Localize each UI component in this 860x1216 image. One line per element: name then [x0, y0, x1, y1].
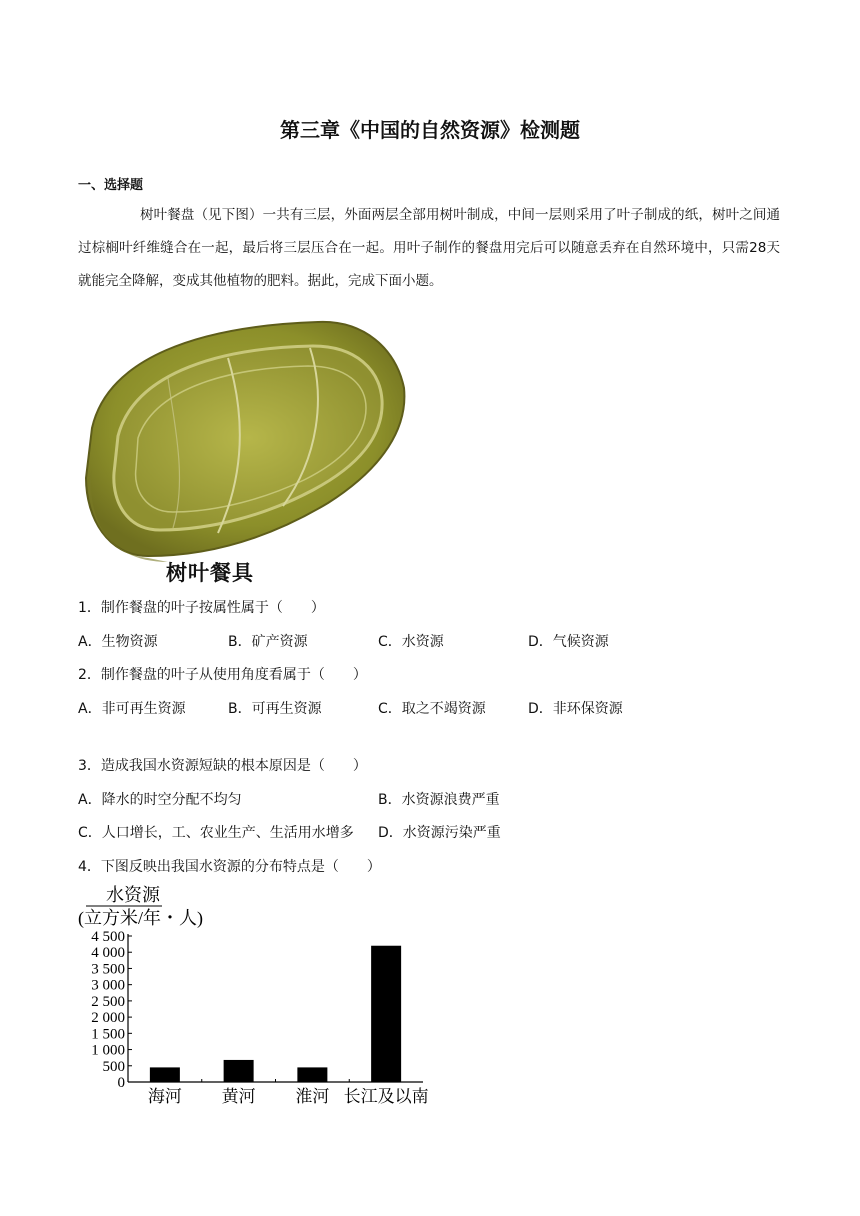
bar — [150, 1067, 180, 1082]
bar — [297, 1067, 327, 1082]
option-d: D．气候资源 — [528, 634, 609, 650]
section-heading: 一、选择题 — [78, 178, 144, 193]
option-c: C．取之不竭资源 — [378, 701, 486, 717]
y-tick-label: 0 — [117, 1075, 125, 1091]
option-b: B．水资源浪费严重 — [378, 792, 500, 808]
option-b: B．可再生资源 — [228, 701, 322, 717]
y-axis-label: (立方米/年・人) — [78, 908, 203, 928]
leaf-plate-image — [78, 318, 408, 588]
y-tick-label: 3 500 — [91, 961, 125, 978]
bar — [224, 1060, 254, 1082]
option-c: C．水资源 — [378, 634, 444, 650]
x-tick-label: 黄河 — [221, 1087, 256, 1106]
figure-caption: 树叶餐具 — [166, 561, 254, 585]
y-tick-label: 2 500 — [91, 993, 125, 1010]
option-a: A．降水的时空分配不均匀 — [78, 792, 242, 808]
option-b: B．矿产资源 — [228, 634, 308, 650]
option-a: A．生物资源 — [78, 634, 158, 650]
water-resource-bar-chart — [78, 880, 448, 1110]
option-a: A．非可再生资源 — [78, 701, 186, 717]
reading-passage: 树叶餐盘（见下图）一共有三层，外面两层全部用树叶制成，中间一层则采用了叶子制成的纸，树叶之间通过棕榈叶纤维缝合在一起，最后将三层压合在一起。用叶子制作的餐盘用完后可以随意丢弃在自然环境中，只需28天就能完全降解，变成其他植物的肥料。据此，完成下面小题。 — [78, 207, 780, 289]
bar — [371, 946, 401, 1082]
chart-title: 水资源 — [106, 885, 160, 905]
x-tick-label: 海河 — [147, 1087, 182, 1106]
document-title: 第三章《中国的自然资源》检测题 — [280, 118, 580, 142]
y-tick-label: 500 — [102, 1058, 125, 1075]
y-tick-label: 1 000 — [91, 1042, 125, 1059]
x-tick-label: 淮河 — [295, 1087, 330, 1106]
question-stem: 1．制作餐盘的叶子按属性属于（ ） — [78, 600, 325, 616]
option-c: C．人口增长，工、农业生产、生活用水增多 — [78, 825, 354, 841]
y-tick-label: 4 000 — [91, 945, 125, 962]
question-stem: 2．制作餐盘的叶子从使用角度看属于（ ） — [78, 667, 367, 683]
y-tick-label: 1 500 — [91, 1026, 125, 1043]
option-d: D．水资源污染严重 — [378, 825, 501, 841]
y-tick-label: 4 500 — [91, 929, 125, 945]
y-tick-label: 2 000 — [91, 1010, 125, 1027]
x-tick-label: 长江及以南 — [343, 1087, 429, 1106]
question-stem: 3．造成我国水资源短缺的根本原因是（ ） — [78, 758, 367, 774]
question-stem: 4．下图反映出我国水资源的分布特点是（ ） — [78, 859, 381, 875]
option-d: D．非环保资源 — [528, 701, 623, 717]
y-tick-label: 3 000 — [91, 977, 125, 994]
